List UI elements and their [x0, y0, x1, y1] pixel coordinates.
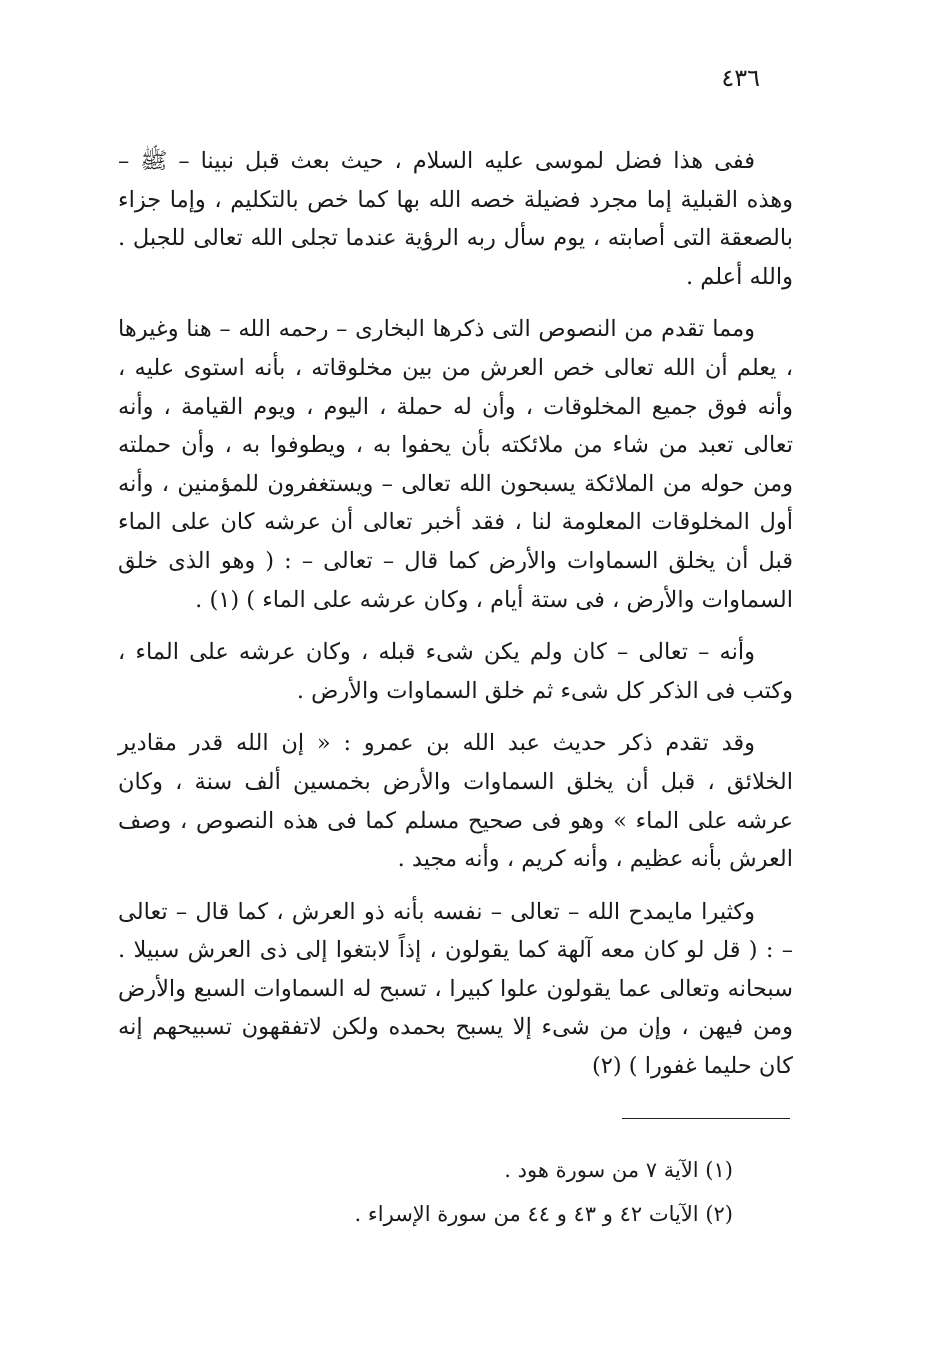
footnote-1: (١) الآية ٧ من سورة هود .	[504, 1158, 733, 1182]
paragraph-4: وقد تقدم ذكر حديث عبد الله بن عمرو : « إن الله قدر مقادير الخلائق ، قبل أن يخلق السماوات والأرض بخمسين ألف سنة ، وكان عرشه على الماء » وهو فى صحيح مسلم كما فى هذه النصوص ، وصف العرش بأنه عظيم ، وأنه كريم ، وأنه مجيد .	[118, 730, 793, 873]
footnote-2: (٢) الآيات ٤٢ و ٤٣ و ٤٤ من سورة الإسراء .	[354, 1202, 733, 1226]
paragraph-5: وكثيرا مايمدح الله – تعالى – نفسه بأنه ذو العرش ، كما قال – تعالى – : ( قل لو كان معه آلهة كما يقولون ، إذاً لابتغوا إلى ذى العرش سبيلا . سبحانه وتعالى عما يقولون علوا كبيرا ، تسبح له السماوات السبع والأرض ومن فيهن ، وإن من شىء إلا يسبح بحمده ولكن لاتفقهون تسبيحهم إنه كان حليما غفورا ) (٢)	[118, 898, 793, 1080]
main-text	[118, 142, 793, 1100]
paragraph-2: ومما تقدم من النصوص التى ذكرها البخارى – رحمه الله – هنا وغيرها ، يعلم أن الله تعالى خص العرش من بين مخلوقاته ، بأنه استوى عليه ، وأنه فوق جميع المخلوقات ، وأن له حملة ، اليوم ، ويوم القيامة ، وأنه تعالى تعبد من شاء من ملائكته بأن يحفوا به ، ويطوفوا به ، وأن حملته ومن حوله من الملائكة يسبحون الله تعالى – ويستغفرون للمؤمنين ، وأنه أول المخلوقات المعلومة لنا ، فقد أخبر تعالى أن عرشه كان على الماء قبل أن يخلق السماوات والأرض كما قال – تعالى – : ( وهو الذى خلق السماوات والأرض ، فى ستة أيام ، وكان عرشه على الماء ) (١) .	[118, 316, 793, 613]
page-number: ٤٣٦	[721, 64, 760, 92]
paragraph-3: وأنه – تعالى – كان ولم يكن شىء قبله ، وكان عرشه على الماء ، وكتب فى الذكر كل شىء ثم خلق السماوات والأرض .	[118, 639, 793, 704]
footnote-separator	[622, 1118, 790, 1119]
footnotes	[118, 1148, 793, 1236]
paragraph-1: ففى هذا فضل لموسى عليه السلام ، حيث بعث قبل نبينا – ﷺ – وهذه القبلية إما مجرد فضيلة خصه الله بها كما خص بالتكليم ، وإما جزاء بالصعقة التى أصابته ، يوم سأل ربه الرؤية عندما تجلى الله تعالى للجبل . والله أعلم .	[118, 148, 793, 290]
